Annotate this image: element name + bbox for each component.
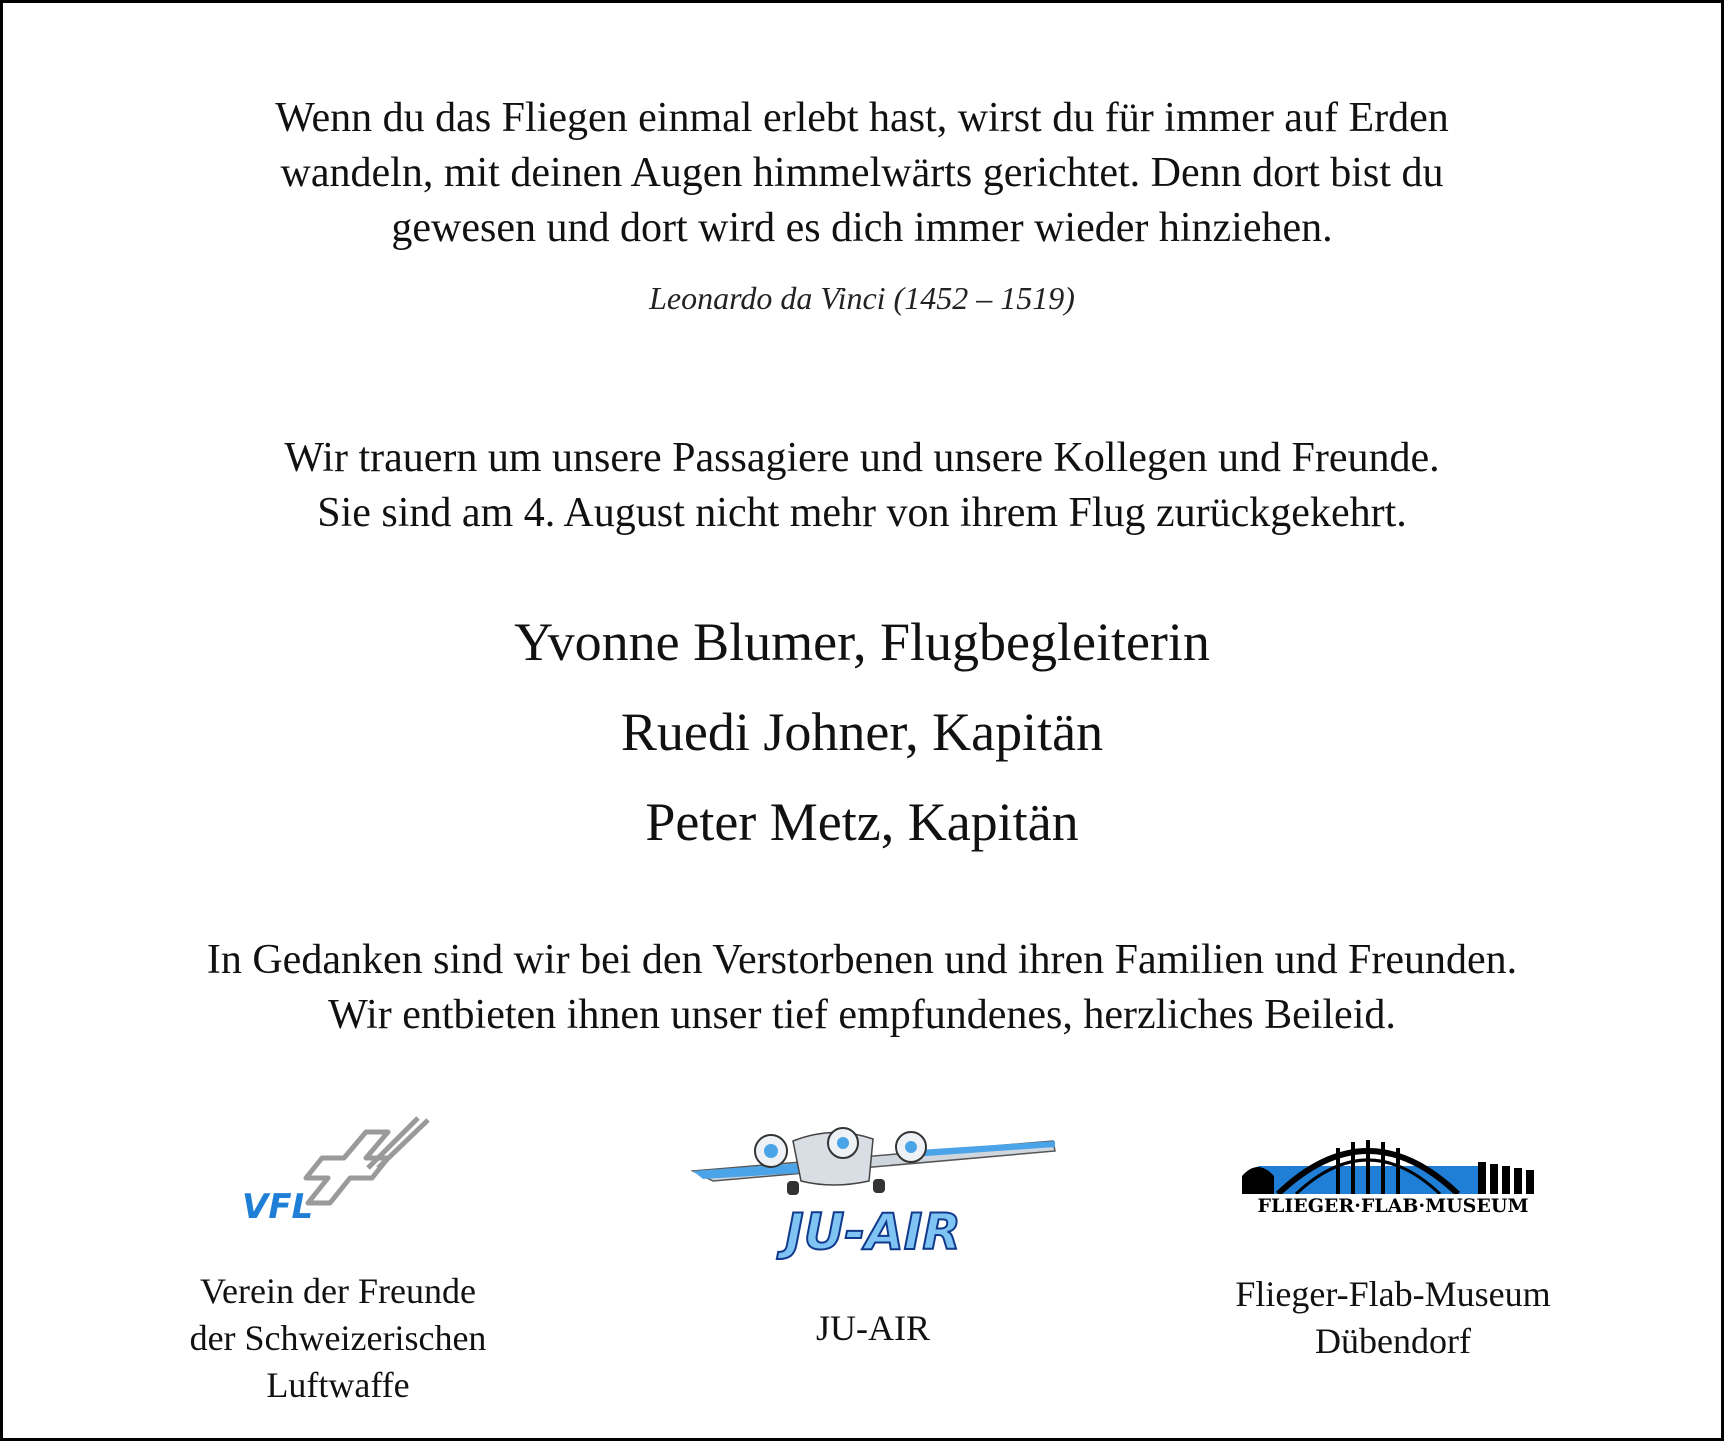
flieger-flab-museum-logo-column — [1193, 1118, 1593, 1218]
quote-line: gewesen und dort wird es dich immer wieder hinziehen. — [391, 205, 1333, 251]
flieger-flab-museum-logo-icon — [1238, 1118, 1548, 1218]
ju-air-logo-icon — [683, 1111, 1063, 1261]
org-label-line: Luftwaffe — [266, 1365, 410, 1405]
mourning-line: Wir trauern um unsere Passagiere und unsere Kollegen und Freunde. — [284, 435, 1440, 481]
ju-air-logo-text: JU-AIR — [785, 1203, 961, 1261]
org-label-line: Dübendorf — [1315, 1321, 1471, 1361]
vfl-label — [143, 1268, 533, 1409]
ffm-logo-text: FLIEGER·FLAB·MUSEUM — [1257, 1195, 1529, 1217]
deceased-name: Yvonne Blumer, Flugbegleiterin — [514, 612, 1210, 672]
ju-air-logo-column — [683, 1111, 1063, 1261]
org-label-line: der Schweizerischen — [189, 1318, 487, 1358]
deceased-name: Ruedi Johner, Kapitän — [620, 702, 1104, 762]
vfl-logo-text: VFL — [242, 1187, 314, 1227]
quote-block — [3, 91, 1721, 256]
closing-statement — [3, 933, 1721, 1043]
vfl-logo-column — [143, 1108, 533, 1228]
quote-line: wandeln, mit deinen Augen himmelwärts gerichtet. Denn dort bist du — [280, 150, 1444, 196]
org-label-line: Flieger-Flab-Museum — [1235, 1274, 1551, 1314]
deceased-name: Peter Metz, Kapitän — [645, 792, 1079, 852]
mourning-statement — [3, 431, 1721, 541]
quote-attribution: Leonardo da Vinci (1452 – 1519) — [649, 280, 1075, 316]
org-label-line: Verein der Freunde — [200, 1271, 476, 1311]
org-label-line: JU-AIR — [816, 1308, 930, 1348]
vfl-logo-icon — [228, 1108, 448, 1228]
closing-line: In Gedanken sind wir bei den Verstorbenen und ihren Familien und Freunden. — [206, 937, 1518, 983]
ffm-label — [1193, 1271, 1593, 1365]
closing-line: Wir entbieten ihnen unser tief empfundenes, herzliches Beileid. — [328, 992, 1396, 1038]
ju-air-label — [683, 1305, 1063, 1352]
mourning-line: Sie sind am 4. August nicht mehr von ihrem Flug zurückgekehrt. — [317, 490, 1407, 536]
quote-line: Wenn du das Fliegen einmal erlebt hast, wirst du für immer auf Erden — [275, 95, 1449, 141]
